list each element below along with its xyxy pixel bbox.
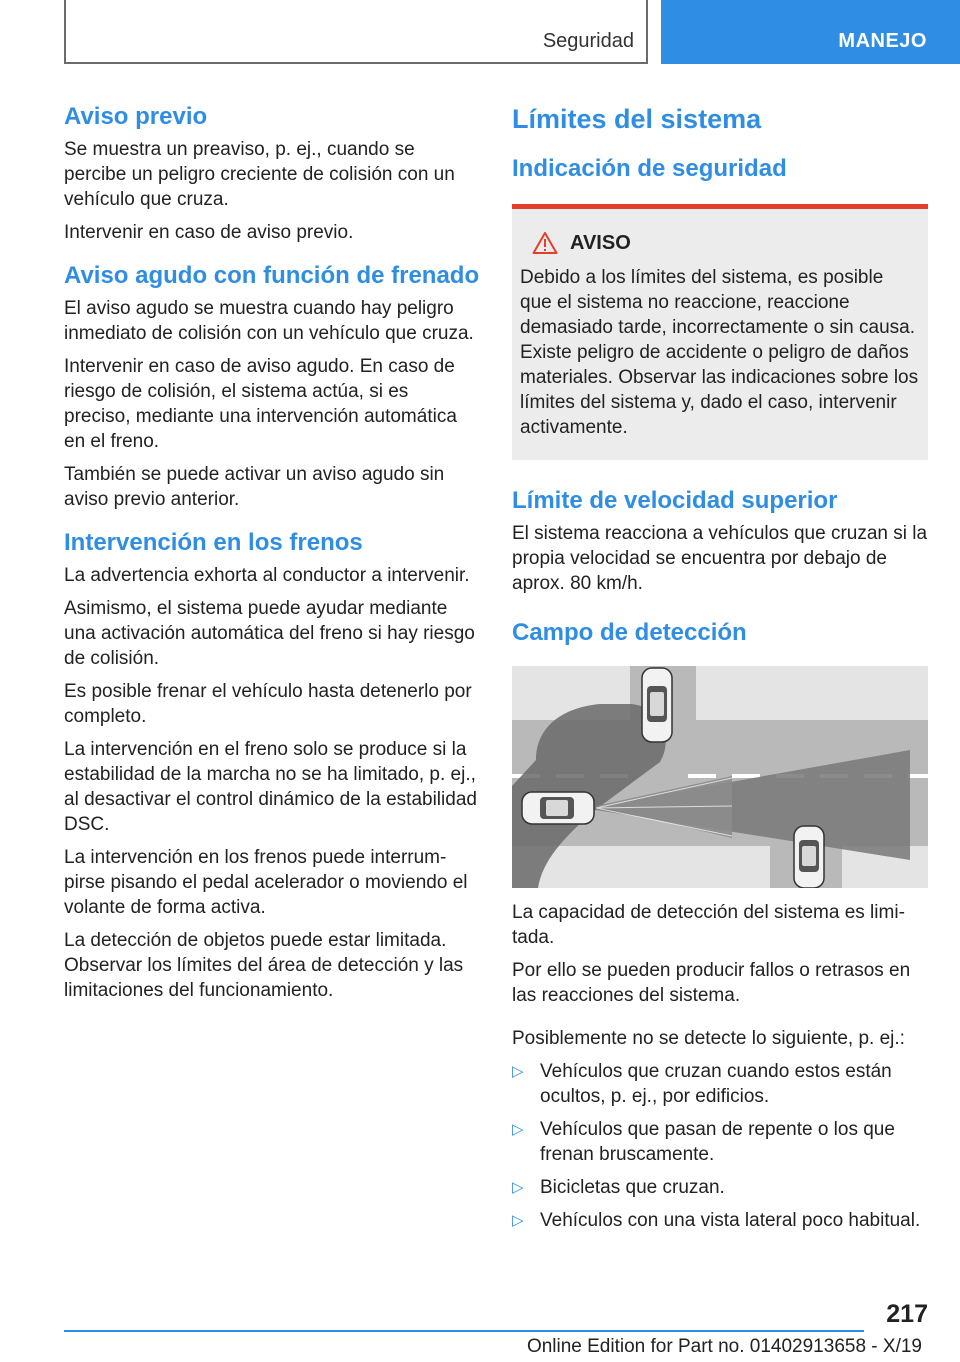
right-column: [512, 100, 928, 1241]
sidewalk-corner: [696, 666, 928, 720]
list-item-text: Vehículos que cruzan cuando estos están ocultos, p. ej., por edificios.: [540, 1061, 892, 1107]
heading-indicacion-seguridad: Indicación de seguridad: [512, 155, 787, 182]
heading-aviso-previo: Aviso previo: [64, 103, 208, 130]
left-column: [64, 100, 480, 1011]
paragraph: La detección de objetos puede estar limitada. Observar los límites del área de detección y las limitaciones del funcionamiento.: [64, 930, 464, 1001]
warning-text: Debido a los límites del sistema, es posible que el sistema no reaccione, reaccione demasiado tarde, incorrectamente o sin causa. Existe peligro de accidente o peligro de daños materiales. Observar las indicaciones sobre los límites del sistema y, dado el caso, intervenir activamente.: [520, 267, 919, 438]
paragraph: El sistema reacciona a vehículos que cruzan si la propia velocidad se encuentra por debajo de aprox. 80 km/h.: [512, 523, 928, 594]
warning-title: AVISO: [570, 231, 631, 254]
bullet-triangle-icon: ▷: [512, 1121, 524, 1138]
header-chapter-label: MANEJO: [838, 30, 927, 52]
paragraph: Intervenir en caso de aviso previo.: [64, 222, 354, 243]
bullet-triangle-icon: ▷: [512, 1179, 524, 1196]
paragraph: Asimismo, el sistema puede ayudar mediante una activación automática del freno si hay riesgo de colisión.: [64, 598, 475, 669]
page-number: 217: [886, 1300, 928, 1328]
list-item: [512, 1059, 928, 1109]
header-chapter-tab[interactable]: [661, 0, 960, 64]
heading-limite-velocidad: Límite de velocidad superior: [512, 487, 838, 514]
list-item: [512, 1175, 928, 1200]
paragraph: La capacidad de detección del sistema es limitada.: [512, 902, 905, 948]
warning-box: [512, 204, 928, 460]
heading-limites-sistema: Límites del sistema: [512, 104, 762, 134]
crossing-car-top: [642, 668, 672, 742]
paragraph: Se muestra un preaviso, p. ej., cuando se percibe un peligro creciente de colisión con un vehículo que cruza.: [64, 139, 455, 210]
footer-divider: [64, 1330, 864, 1332]
list-item-text: Bicicletas que cruzan.: [540, 1177, 725, 1198]
bullet-triangle-icon: ▷: [512, 1212, 524, 1229]
list-item: [512, 1208, 928, 1233]
header-section-box: [64, 0, 648, 64]
paragraph: También se puede activar un aviso agudo sin aviso previo anterior.: [64, 464, 445, 510]
paragraph: Por ello se pueden producir fallos o retrasos en las reacciones del sistema.: [512, 960, 911, 1006]
limitations-list: [512, 1059, 928, 1233]
warning-header: [532, 231, 920, 255]
footer-edition: Online Edition for Part no. 01402913658 - X/19: [526, 1336, 922, 1357]
paragraph: Intervenir en caso de aviso agudo. En caso de riesgo de colisión, el sistema actúa, si es preciso, mediante una intervención automática en el freno.: [64, 356, 457, 452]
crossing-car-bottom: [794, 826, 824, 888]
paragraph: La intervención en los frenos puede interrumpirse pisando el pedal acelerador o moviendo el volante de forma activa.: [64, 847, 468, 918]
list-item: [512, 1117, 928, 1167]
heading-aviso-agudo: Aviso agudo con función de frenado: [64, 262, 480, 289]
header-section-label: Seguridad: [542, 30, 634, 52]
heading-intervencion-frenos: Intervención en los frenos: [64, 529, 363, 556]
detection-field-illustration: [512, 666, 928, 888]
list-intro: Posiblemente no se detecte lo siguiente, p. ej.:: [512, 1028, 905, 1049]
paragraph: La advertencia exhorta al conductor a intervenir.: [64, 565, 470, 586]
ego-car: [522, 792, 594, 824]
bullet-triangle-icon: ▷: [512, 1063, 524, 1080]
heading-campo-deteccion: Campo de detección: [512, 619, 747, 646]
list-item-text: Vehículos que pasan de repente o los que frenan bruscamente.: [540, 1119, 895, 1165]
warning-triangle-icon: [532, 231, 558, 255]
paragraph: El aviso agudo se muestra cuando hay peligro inmediato de colisión con un vehículo que cruza.: [64, 298, 474, 344]
list-item-text: Vehículos con una vista lateral poco habitual.: [540, 1210, 921, 1231]
paragraph: La intervención en el freno solo se produce si la estabilidad de la marcha no se ha limitado, p. ej., al desactivar el control dinámico de la estabilidad DSC.: [64, 739, 477, 835]
paragraph: Es posible frenar el vehículo hasta detenerlo por completo.: [64, 681, 472, 727]
